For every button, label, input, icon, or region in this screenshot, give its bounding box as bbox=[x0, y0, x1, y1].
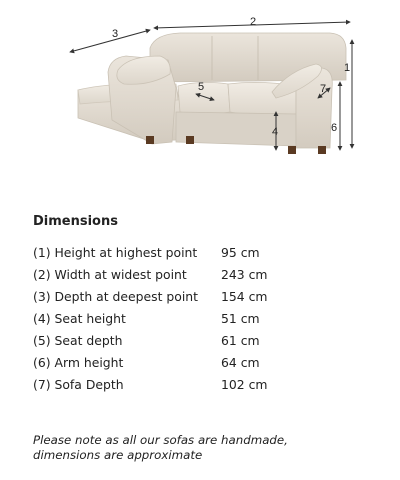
dimension-label: (2) Width at widest point bbox=[33, 267, 187, 282]
note-line: Please note as all our sofas are handmade, bbox=[33, 433, 288, 447]
callout-number: 5 bbox=[198, 81, 205, 93]
callout-number: 3 bbox=[112, 28, 119, 40]
sofa-leg bbox=[318, 146, 326, 154]
dimension-row bbox=[33, 309, 393, 331]
dimension-row bbox=[33, 265, 393, 287]
depth-dimension-line bbox=[70, 30, 150, 52]
dimension-value: 61 cm bbox=[221, 333, 260, 348]
sofa-leg bbox=[186, 136, 194, 144]
dimensions-heading: Dimensions bbox=[33, 214, 118, 229]
dimensions-list bbox=[33, 243, 393, 397]
dimension-label: (1) Height at highest point bbox=[33, 245, 198, 260]
dimension-label: (3) Depth at deepest point bbox=[33, 289, 199, 304]
sofa-leg bbox=[288, 146, 296, 154]
callout-number: 6 bbox=[331, 122, 338, 134]
dimension-row bbox=[33, 243, 393, 265]
dimension-value: 51 cm bbox=[221, 311, 260, 326]
sofa-dimension-diagram bbox=[0, 0, 400, 200]
callout-number: 7 bbox=[320, 83, 327, 95]
handmade-note bbox=[33, 433, 373, 463]
sofa-illustration bbox=[0, 0, 400, 200]
dimension-row bbox=[33, 331, 393, 353]
dimension-label: (5) Seat depth bbox=[33, 333, 123, 348]
dimension-value: 102 cm bbox=[221, 377, 268, 392]
dimension-value: 243 cm bbox=[221, 267, 268, 282]
dimension-label: (7) Sofa Depth bbox=[33, 377, 124, 392]
dimension-row bbox=[33, 287, 393, 309]
callout-number: 1 bbox=[344, 62, 351, 74]
dimension-label: (6) Arm height bbox=[33, 355, 124, 370]
dimension-label: (4) Seat height bbox=[33, 311, 126, 326]
dimension-row bbox=[33, 353, 393, 375]
callout-number: 4 bbox=[272, 126, 279, 138]
note-line: dimensions are approximate bbox=[33, 448, 203, 462]
dimension-value: 154 cm bbox=[221, 289, 268, 304]
dimension-row bbox=[33, 375, 393, 397]
sofa-leg bbox=[146, 136, 154, 144]
callout-number: 2 bbox=[250, 16, 257, 28]
dimension-value: 95 cm bbox=[221, 245, 260, 260]
dimension-value: 64 cm bbox=[221, 355, 260, 370]
